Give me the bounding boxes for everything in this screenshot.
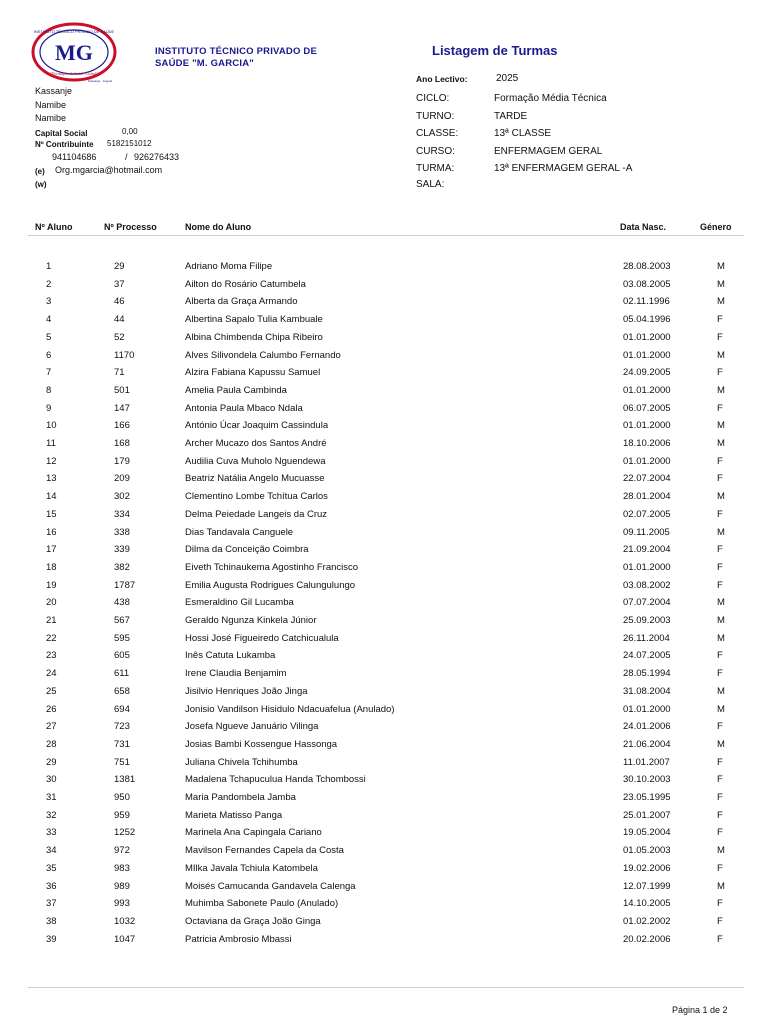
gender: F <box>717 898 723 910</box>
table-row <box>0 473 768 491</box>
table-row <box>0 774 768 792</box>
gender: M <box>717 845 725 857</box>
table-row <box>0 757 768 775</box>
student-name: Josias Bambi Kossengue Hassonga <box>185 738 338 750</box>
header-divider <box>28 235 744 236</box>
student-name: Dilma da Conceição Coimbra <box>185 544 309 556</box>
gender: F <box>717 455 723 467</box>
student-number: 13 <box>46 473 57 485</box>
process-number: 723 <box>114 721 130 733</box>
gender: F <box>717 668 723 680</box>
gender: M <box>717 261 725 272</box>
gender: M <box>717 880 725 892</box>
student-number: 8 <box>46 384 52 396</box>
student-name: Jonisio Vandilson Hisidulo Ndacuafelua (Anulado) <box>185 703 395 715</box>
birth-date: 12.07.1999 <box>623 880 671 892</box>
student-name: Alzira Fabiana Kapussu Samuel <box>185 367 321 379</box>
birth-date: 05.04.1996 <box>623 314 671 326</box>
birth-date: 21.09.2004 <box>623 544 671 556</box>
process-number: 501 <box>114 384 130 396</box>
student-name: Marieta Matisso Panga <box>185 809 283 821</box>
process-number: 1381 <box>114 774 136 786</box>
student-number: 18 <box>46 561 57 573</box>
curso-value: ENFERMAGEM GERAL <box>494 146 603 157</box>
student-name: Octaviana da Graça João Ginga <box>185 915 321 927</box>
table-row <box>0 332 768 350</box>
turno-value: TARDE <box>494 111 528 122</box>
student-number: 21 <box>46 615 57 626</box>
student-number: 38 <box>46 915 57 927</box>
student-number: 36 <box>46 880 57 892</box>
birth-date: 23.05.1995 <box>623 792 671 803</box>
gender: F <box>717 508 723 520</box>
process-number: 147 <box>114 402 130 414</box>
table-row <box>0 633 768 651</box>
birth-date: 30.10.2003 <box>623 774 671 786</box>
student-name: MIlka Javala Tchiula Katombela <box>185 862 318 874</box>
address-line2: Namibe <box>35 100 67 110</box>
birth-date: 01.01.2000 <box>623 331 671 343</box>
gender: F <box>717 402 723 414</box>
student-name: Adriano Moma Filipe <box>185 261 273 272</box>
school-name-line1: INSTITUTO TÉCNICO PRIVADO DE <box>155 46 318 57</box>
student-name: Madalena Tchapuculua Handa Tchombossi <box>185 774 366 786</box>
gender: F <box>717 314 723 326</box>
turma-value: 13ª ENFERMAGEM GERAL -A <box>494 163 633 174</box>
student-name: Clementino Lombe Tchítua Carlos <box>185 491 328 503</box>
capital-label: Capital Social <box>35 129 88 138</box>
phone-separator: / <box>125 152 128 162</box>
process-number: 71 <box>114 367 125 379</box>
table-row <box>0 261 768 279</box>
process-number: 179 <box>114 455 130 467</box>
student-number: 6 <box>46 349 52 361</box>
logo-monogram: MG <box>55 40 93 65</box>
birth-date: 01.05.2003 <box>623 845 671 857</box>
process-number: 29 <box>114 261 125 272</box>
gender: M <box>717 384 725 396</box>
birth-date: 26.11.2004 <box>623 632 670 644</box>
process-number: 1047 <box>114 933 136 945</box>
gender: M <box>717 491 725 503</box>
student-number: 20 <box>46 597 57 609</box>
gender: F <box>717 579 723 591</box>
birth-date: 07.07.2004 <box>623 597 671 609</box>
birth-date: 03.08.2005 <box>623 278 671 290</box>
table-row <box>0 827 768 845</box>
birth-date: 06.07.2005 <box>623 402 671 414</box>
process-number: 52 <box>114 331 125 343</box>
gender: M <box>717 632 725 644</box>
student-name: Irene Claudia Benjamim <box>185 668 287 680</box>
student-name: Patricia Ambrosio Mbassi <box>185 933 292 945</box>
gender: F <box>717 809 723 821</box>
table-row <box>0 314 768 332</box>
birth-date: 24.07.2005 <box>623 650 671 662</box>
turma-label: TURMA: <box>416 163 455 174</box>
process-number: 567 <box>114 615 130 626</box>
process-number: 168 <box>114 438 130 449</box>
gender: F <box>717 862 723 874</box>
gender: F <box>717 473 723 485</box>
col-header-proc: Nº Processo <box>104 222 157 232</box>
student-name: Delma Peiedade Langeis da Cruz <box>185 508 328 520</box>
gender: M <box>717 738 725 750</box>
gender: M <box>717 685 725 697</box>
process-number: 694 <box>114 703 130 715</box>
address-line3: Namibe <box>35 113 67 123</box>
student-name: Emilia Augusta Rodrigues Calungulungo <box>185 579 356 591</box>
birth-date: 31.08.2004 <box>623 685 671 697</box>
birth-date: 09.11.2005 <box>623 526 670 538</box>
process-number: 972 <box>114 845 130 857</box>
gender: F <box>717 331 723 343</box>
address-line1: Kassanje <box>35 86 73 96</box>
birth-date: 28.08.2003 <box>623 261 671 272</box>
process-number: 1787 <box>114 579 136 591</box>
logo-ring-text: INSTITUTO TÉCNICO PRIVADO DE SAÚDE <box>33 29 115 34</box>
student-number: 12 <box>46 455 57 467</box>
gender: M <box>717 278 725 290</box>
turno-label: TURNO: <box>416 111 455 122</box>
gender: M <box>717 296 725 308</box>
student-number: 23 <box>46 650 57 662</box>
student-number: 22 <box>46 632 57 644</box>
student-name: Hossi José Figueiredo Catchicualula <box>185 632 339 644</box>
logo-motto: "Formação de Saúde Global" <box>50 71 98 76</box>
birth-date: 01.01.2000 <box>623 561 671 573</box>
gender: M <box>717 526 725 538</box>
email-label: (e) <box>35 167 45 176</box>
student-number: 4 <box>46 314 52 326</box>
process-number: 611 <box>114 668 130 680</box>
table-row <box>0 456 768 474</box>
student-name: Archer Mucazo dos Santos André <box>185 438 327 449</box>
table-row <box>0 739 768 757</box>
process-number: 989 <box>114 880 130 892</box>
page-indicator: Página 1 de 2 <box>672 1005 728 1015</box>
student-number: 14 <box>46 491 57 503</box>
student-number: 30 <box>46 774 57 786</box>
student-number: 39 <box>46 933 57 945</box>
student-number: 3 <box>46 296 52 308</box>
student-number: 10 <box>46 420 57 432</box>
birth-date: 21.06.2004 <box>623 738 671 750</box>
birth-date: 25.09.2003 <box>623 615 671 626</box>
process-number: 37 <box>114 278 125 290</box>
student-name: Audilia Cuva Muholo Nguendewa <box>185 455 326 467</box>
birth-date: 18.10.2006 <box>623 438 671 449</box>
process-number: 605 <box>114 650 130 662</box>
student-name: Muhimba Sabonete Paulo (Anulado) <box>185 898 339 910</box>
student-number: 11 <box>46 438 56 449</box>
gender: M <box>717 438 725 449</box>
table-row <box>0 668 768 686</box>
student-name: Marinela Ana Capingala Cariano <box>185 827 322 839</box>
student-name: Esmeraldino Gil Lucamba <box>185 597 294 609</box>
student-number: 9 <box>46 402 52 414</box>
student-number: 37 <box>46 898 57 910</box>
logo-city: Kassanje · Angola <box>87 79 113 83</box>
process-number: 302 <box>114 491 130 503</box>
table-row <box>0 544 768 562</box>
gender: F <box>717 544 723 556</box>
process-number: 334 <box>114 508 130 520</box>
table-row <box>0 438 768 456</box>
gender: M <box>717 615 725 626</box>
process-number: 338 <box>114 526 130 538</box>
gender: F <box>717 561 723 573</box>
student-name: Juliana Chivela Tchihumba <box>185 756 298 768</box>
birth-date: 11.01.2007 <box>623 756 670 768</box>
table-row <box>0 686 768 704</box>
document-title: Listagem de Turmas <box>432 43 558 58</box>
student-name: Moisés Camucanda Gandavela Calenga <box>185 880 356 892</box>
student-number: 19 <box>46 579 57 591</box>
birth-date: 02.07.2005 <box>623 508 671 520</box>
gender: F <box>717 792 723 803</box>
school-logo <box>30 22 118 92</box>
table-row <box>0 721 768 739</box>
table-row <box>0 509 768 527</box>
col-header-num: Nº Aluno <box>35 222 73 232</box>
student-name: Antonia Paula Mbaco Ndala <box>185 402 303 414</box>
birth-date: 20.02.2006 <box>623 933 671 945</box>
birth-date: 19.02.2006 <box>623 862 671 874</box>
birth-date: 01.01.2000 <box>623 420 671 432</box>
birth-date: 24.09.2005 <box>623 367 671 379</box>
birth-date: 01.01.2000 <box>623 455 671 467</box>
birth-date: 28.05.1994 <box>623 668 671 680</box>
col-header-name: Nome do Aluno <box>185 222 252 232</box>
student-name: Alberta da Graça Armando <box>185 296 298 308</box>
student-name: Beatriz Natália Angelo Mucuasse <box>185 473 325 485</box>
process-number: 1170 <box>114 349 135 361</box>
gender: M <box>717 420 725 432</box>
student-number: 33 <box>46 827 57 839</box>
birth-date: 01.01.2000 <box>623 349 671 361</box>
student-name: Eiveth Tchinaukema Agostinho Francisco <box>185 561 359 573</box>
ciclo-label: CICLO: <box>416 93 450 104</box>
student-name: Maria Pandombela Jamba <box>185 792 296 803</box>
table-row <box>0 650 768 668</box>
student-number: 5 <box>46 331 52 343</box>
process-number: 731 <box>114 738 130 750</box>
table-row <box>0 615 768 633</box>
birth-date: 19.05.2004 <box>623 827 671 839</box>
gender: M <box>717 597 725 609</box>
birth-date: 28.01.2004 <box>623 491 671 503</box>
table-row <box>0 792 768 810</box>
student-name: Jisilvio Henriques João Jinga <box>185 685 308 697</box>
process-number: 751 <box>114 756 130 768</box>
student-name: Ailton do Rosário Catumbela <box>185 278 306 290</box>
student-number: 34 <box>46 845 57 857</box>
process-number: 658 <box>114 685 130 697</box>
col-header-gen: Género <box>700 222 732 232</box>
student-number: 25 <box>46 685 57 697</box>
process-number: 993 <box>114 898 130 910</box>
table-row <box>0 845 768 863</box>
process-number: 166 <box>114 420 130 432</box>
process-number: 438 <box>114 597 130 609</box>
process-number: 1252 <box>114 827 136 839</box>
process-number: 382 <box>114 561 130 573</box>
col-header-date: Data Nasc. <box>620 222 667 232</box>
table-row <box>0 704 768 722</box>
table-row <box>0 562 768 580</box>
birth-date: 25.01.2007 <box>623 809 671 821</box>
process-number: 44 <box>114 314 125 326</box>
web-label: (w) <box>35 180 47 189</box>
gender: F <box>717 774 723 786</box>
ano-label: Ano Lectivo: <box>416 74 468 84</box>
student-number: 1 <box>46 261 52 272</box>
student-name: Albina Chimbenda Chipa Ribeiro <box>185 331 323 343</box>
student-number: 29 <box>46 756 57 768</box>
table-row <box>0 296 768 314</box>
gender: M <box>717 703 725 715</box>
gender: F <box>717 827 723 839</box>
student-name: Mavilson Fernandes Capela da Costa <box>185 845 344 857</box>
birth-date: 24.01.2006 <box>623 721 671 733</box>
contribuinte-label: Nº Contribuinte <box>35 140 94 149</box>
gender: F <box>717 367 723 379</box>
student-name: Dias Tandavala Canguele <box>185 526 294 538</box>
ano-value: 2025 <box>496 73 519 84</box>
contribuinte-value: 5182151012 <box>107 139 152 148</box>
table-row <box>0 916 768 934</box>
student-name: Alves Silivondela Calumbo Fernando <box>185 349 341 361</box>
student-number: 7 <box>46 367 52 379</box>
table-row <box>0 597 768 615</box>
gender: F <box>717 756 723 768</box>
table-row <box>0 898 768 916</box>
gender: F <box>717 721 723 733</box>
table-row <box>0 279 768 297</box>
process-number: 595 <box>114 632 130 644</box>
gender: M <box>717 349 725 361</box>
email-value: Org.mgarcia@hotmail.com <box>55 165 163 175</box>
table-row <box>0 580 768 598</box>
birth-date: 01.01.2000 <box>623 384 671 396</box>
student-number: 32 <box>46 809 57 821</box>
birth-date: 14.10.2005 <box>623 898 671 910</box>
student-number: 27 <box>46 721 57 733</box>
student-number: 31 <box>46 792 57 803</box>
table-row <box>0 934 768 952</box>
table-row <box>0 403 768 421</box>
classe-label: CLASSE: <box>416 128 459 139</box>
birth-date: 02.11.1996 <box>623 296 670 308</box>
gender: F <box>717 933 723 945</box>
table-row <box>0 491 768 509</box>
table-row <box>0 367 768 385</box>
student-name: Albertina Sapalo Tulia Kambuale <box>185 314 323 326</box>
table-row <box>0 350 768 368</box>
classe-value: 13ª CLASSE <box>494 128 552 139</box>
process-number: 959 <box>114 809 130 821</box>
student-name: Josefa Ngueve Januário Vilinga <box>185 721 319 733</box>
student-number: 2 <box>46 278 52 290</box>
school-name-line2: SAÚDE "M. GARCIA" <box>155 58 254 69</box>
school-name <box>155 46 355 70</box>
phone-2: 926276433 <box>134 152 180 162</box>
student-number: 26 <box>46 703 57 715</box>
student-number: 17 <box>46 544 57 556</box>
student-number: 16 <box>46 526 57 538</box>
capital-value: 0,00 <box>122 127 138 136</box>
student-name: António Úcar Joaquim Cassindula <box>185 420 329 432</box>
ciclo-value: Formação Média Técnica <box>494 93 607 104</box>
birth-date: 22.07.2004 <box>623 473 671 485</box>
table-row <box>0 863 768 881</box>
student-name: Amelia Paula Cambinda <box>185 384 287 396</box>
curso-label: CURSO: <box>416 146 455 157</box>
student-number: 15 <box>46 508 57 520</box>
student-number: 28 <box>46 738 57 750</box>
student-name: Inês Catuta Lukamba <box>185 650 276 662</box>
table-row <box>0 385 768 403</box>
table-row <box>0 420 768 438</box>
process-number: 983 <box>114 862 130 874</box>
phone-1: 941104686 <box>52 152 97 162</box>
process-number: 46 <box>114 296 125 308</box>
table-row <box>0 527 768 545</box>
birth-date: 03.08.2002 <box>623 579 671 591</box>
student-name: Geraldo Ngunza Kinkela Júnior <box>185 615 317 626</box>
gender: F <box>717 650 723 662</box>
process-number: 209 <box>114 473 130 485</box>
footer-divider <box>28 987 744 988</box>
table-row <box>0 810 768 828</box>
gender: F <box>717 915 723 927</box>
birth-date: 01.01.2000 <box>623 703 671 715</box>
student-number: 35 <box>46 862 57 874</box>
process-number: 1032 <box>114 915 136 927</box>
process-number: 950 <box>114 792 130 803</box>
process-number: 339 <box>114 544 130 556</box>
birth-date: 01.02.2002 <box>623 915 671 927</box>
table-row <box>0 881 768 899</box>
sala-label: SALA: <box>416 179 445 190</box>
student-number: 24 <box>46 668 57 680</box>
